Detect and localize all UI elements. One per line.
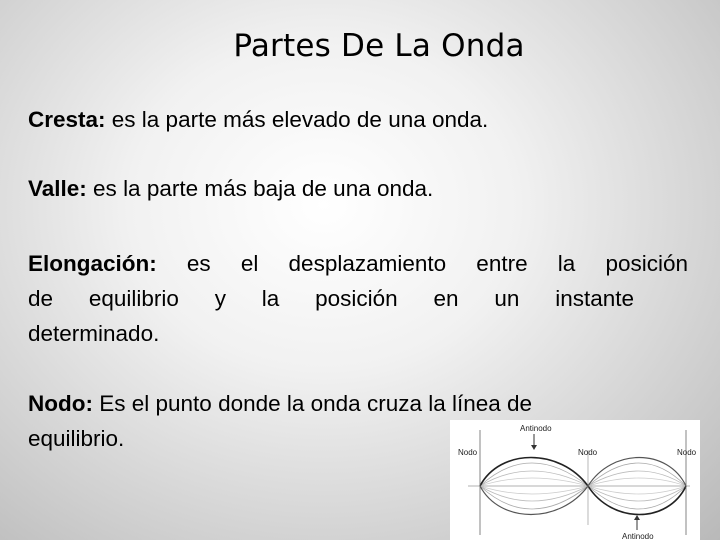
slide-title: Partes De La Onda (233, 28, 525, 64)
definition-cresta (28, 102, 688, 137)
text-elongacion-1: es el desplazamiento entre la posición (156, 251, 688, 276)
term-elongacion: Elongación: (28, 251, 157, 276)
text-cresta: es la parte más elevado de una onda. (105, 107, 489, 132)
standing-wave-svg (450, 420, 700, 540)
standing-wave-diagram (450, 420, 700, 540)
label-antinode-top: Antinodo (520, 424, 552, 433)
text-elongacion-2: de equilibrio y la posición en un instante (28, 286, 634, 311)
antinode-bottom-arrowhead (634, 515, 640, 520)
definition-elongacion (28, 246, 688, 351)
text-nodo-1: Es el punto donde la onda cruza la línea de (92, 391, 533, 416)
antinode-top-arrowhead (531, 445, 537, 450)
term-nodo: Nodo: (28, 391, 93, 416)
definition-valle (28, 171, 688, 206)
text-elongacion-3: determinado. (28, 321, 160, 346)
label-node-left: Nodo (458, 448, 478, 457)
term-cresta: Cresta: (28, 107, 106, 132)
term-valle: Valle: (28, 176, 87, 201)
label-node-right: Nodo (677, 448, 697, 457)
label-antinode-bottom: Antinodo (622, 532, 654, 540)
elongacion-line-1 (28, 246, 688, 281)
text-nodo-2: equilibrio. (28, 426, 125, 451)
label-node-center: Nodo (578, 448, 598, 457)
text-valle: es la parte más baja de una onda. (86, 176, 434, 201)
